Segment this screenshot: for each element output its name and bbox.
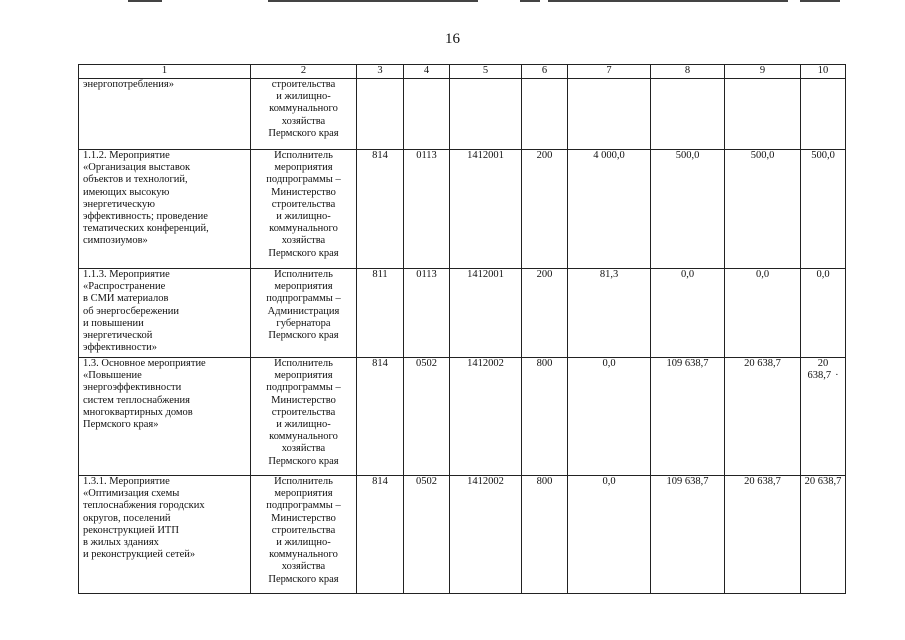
executor-cell: Исполнитель мероприятия подпрограммы – Администрация губернатора Пермского края xyxy=(251,269,357,358)
amount-cell: 20 638,7 xyxy=(725,358,801,476)
executor-cell: Исполнитель мероприятия подпрограммы – Министерство строительства и жилищно- коммунального хозяйства Пермского края xyxy=(251,476,357,594)
amount-cell xyxy=(651,79,725,150)
header-row xyxy=(79,65,846,79)
section-code-cell xyxy=(404,79,450,150)
table-row xyxy=(79,150,846,269)
column-header: 4 xyxy=(404,65,450,79)
amount-cell: 0,0 xyxy=(568,358,651,476)
amount-cell xyxy=(725,79,801,150)
amount-cell: 109 638,7 xyxy=(651,476,725,594)
target-code-cell: 1412002 xyxy=(450,476,522,594)
amount-cell: 500,0 xyxy=(801,150,846,269)
table-row xyxy=(79,269,846,358)
activity-name: энергопотребления» xyxy=(79,79,251,150)
amount-cell: 109 638,7 xyxy=(651,358,725,476)
column-header: 9 xyxy=(725,65,801,79)
section-code-cell: 0502 xyxy=(404,476,450,594)
top-mark xyxy=(800,0,840,2)
amount-cell: 0,0 xyxy=(725,269,801,358)
amount-cell: 20 638,7 xyxy=(725,476,801,594)
executor-cell: Исполнитель мероприятия подпрограммы – Министерство строительства и жилищно- коммунального хозяйства Пермского края xyxy=(251,150,357,269)
amount-cell: 500,0 xyxy=(651,150,725,269)
amount-cell xyxy=(801,358,846,476)
gov-code-cell: 811 xyxy=(357,269,404,358)
amount-cell: 20 638,7 xyxy=(801,476,846,594)
column-header: 8 xyxy=(651,65,725,79)
column-header: 6 xyxy=(522,65,568,79)
section-code-cell: 0502 xyxy=(404,358,450,476)
activity-name: 1.3. Основное мероприятие «Повышение энергоэффективности систем теплоснабжения многоквартирных домов Пермского края» xyxy=(79,358,251,476)
target-code-cell: 1412001 xyxy=(450,150,522,269)
column-header: 10 xyxy=(801,65,846,79)
amount-value: 20 638,7 xyxy=(807,358,832,382)
gov-code-cell: 814 xyxy=(357,150,404,269)
amount-cell: 0,0 xyxy=(801,269,846,358)
activity-name: 1.1.3. Мероприятие «Распространение в СМИ материалов об энергосбережении и повышении энергетической эффективности» xyxy=(79,269,251,358)
amount-cell: 81,3 xyxy=(568,269,651,358)
section-code-cell: 0113 xyxy=(404,269,450,358)
amount-cell xyxy=(568,79,651,150)
budget-table xyxy=(78,64,846,594)
column-header: 5 xyxy=(450,65,522,79)
amount-cell: 0,0 xyxy=(651,269,725,358)
activity-name: 1.3.1. Мероприятие «Оптимизация схемы теплоснабжения городских округов, поселений реконструкцией ИТП в жилых зданиях и реконструкцией сетей» xyxy=(79,476,251,594)
executor-cell: строительства и жилищно- коммунального хозяйства Пермского края xyxy=(251,79,357,150)
gov-code-cell: 814 xyxy=(357,358,404,476)
expense-type-cell: 200 xyxy=(522,269,568,358)
top-mark xyxy=(128,0,162,2)
executor-cell: Исполнитель мероприятия подпрограммы – Министерство строительства и жилищно- коммунального хозяйства Пермского края xyxy=(251,358,357,476)
amount-cell: 4 000,0 xyxy=(568,150,651,269)
table-row xyxy=(79,358,846,476)
column-header: 2 xyxy=(251,65,357,79)
column-header: 7 xyxy=(568,65,651,79)
section-code-cell: 0113 xyxy=(404,150,450,269)
top-mark xyxy=(548,0,788,2)
gov-code-cell: 814 xyxy=(357,476,404,594)
amount-cell: 500,0 xyxy=(725,150,801,269)
column-header: 3 xyxy=(357,65,404,79)
expense-type-cell: 800 xyxy=(522,358,568,476)
table-row xyxy=(79,79,846,150)
activity-name: 1.1.2. Мероприятие «Организация выставок объектов и технологий, имеющих высокую энергетическую эффективность; проведение тематических конференций, симпозиумов» xyxy=(79,150,251,269)
gov-code-cell xyxy=(357,79,404,150)
page-number: 16 xyxy=(445,31,460,47)
scan-dot: · xyxy=(835,370,839,382)
target-code-cell: 1412002 xyxy=(450,358,522,476)
expense-type-cell xyxy=(522,79,568,150)
table-row xyxy=(79,476,846,594)
top-mark xyxy=(520,0,540,2)
amount-cell: 0,0 xyxy=(568,476,651,594)
target-code-cell: 1412001 xyxy=(450,269,522,358)
expense-type-cell: 800 xyxy=(522,476,568,594)
top-mark xyxy=(268,0,478,2)
expense-type-cell: 200 xyxy=(522,150,568,269)
target-code-cell xyxy=(450,79,522,150)
column-header: 1 xyxy=(79,65,251,79)
amount-cell xyxy=(801,79,846,150)
